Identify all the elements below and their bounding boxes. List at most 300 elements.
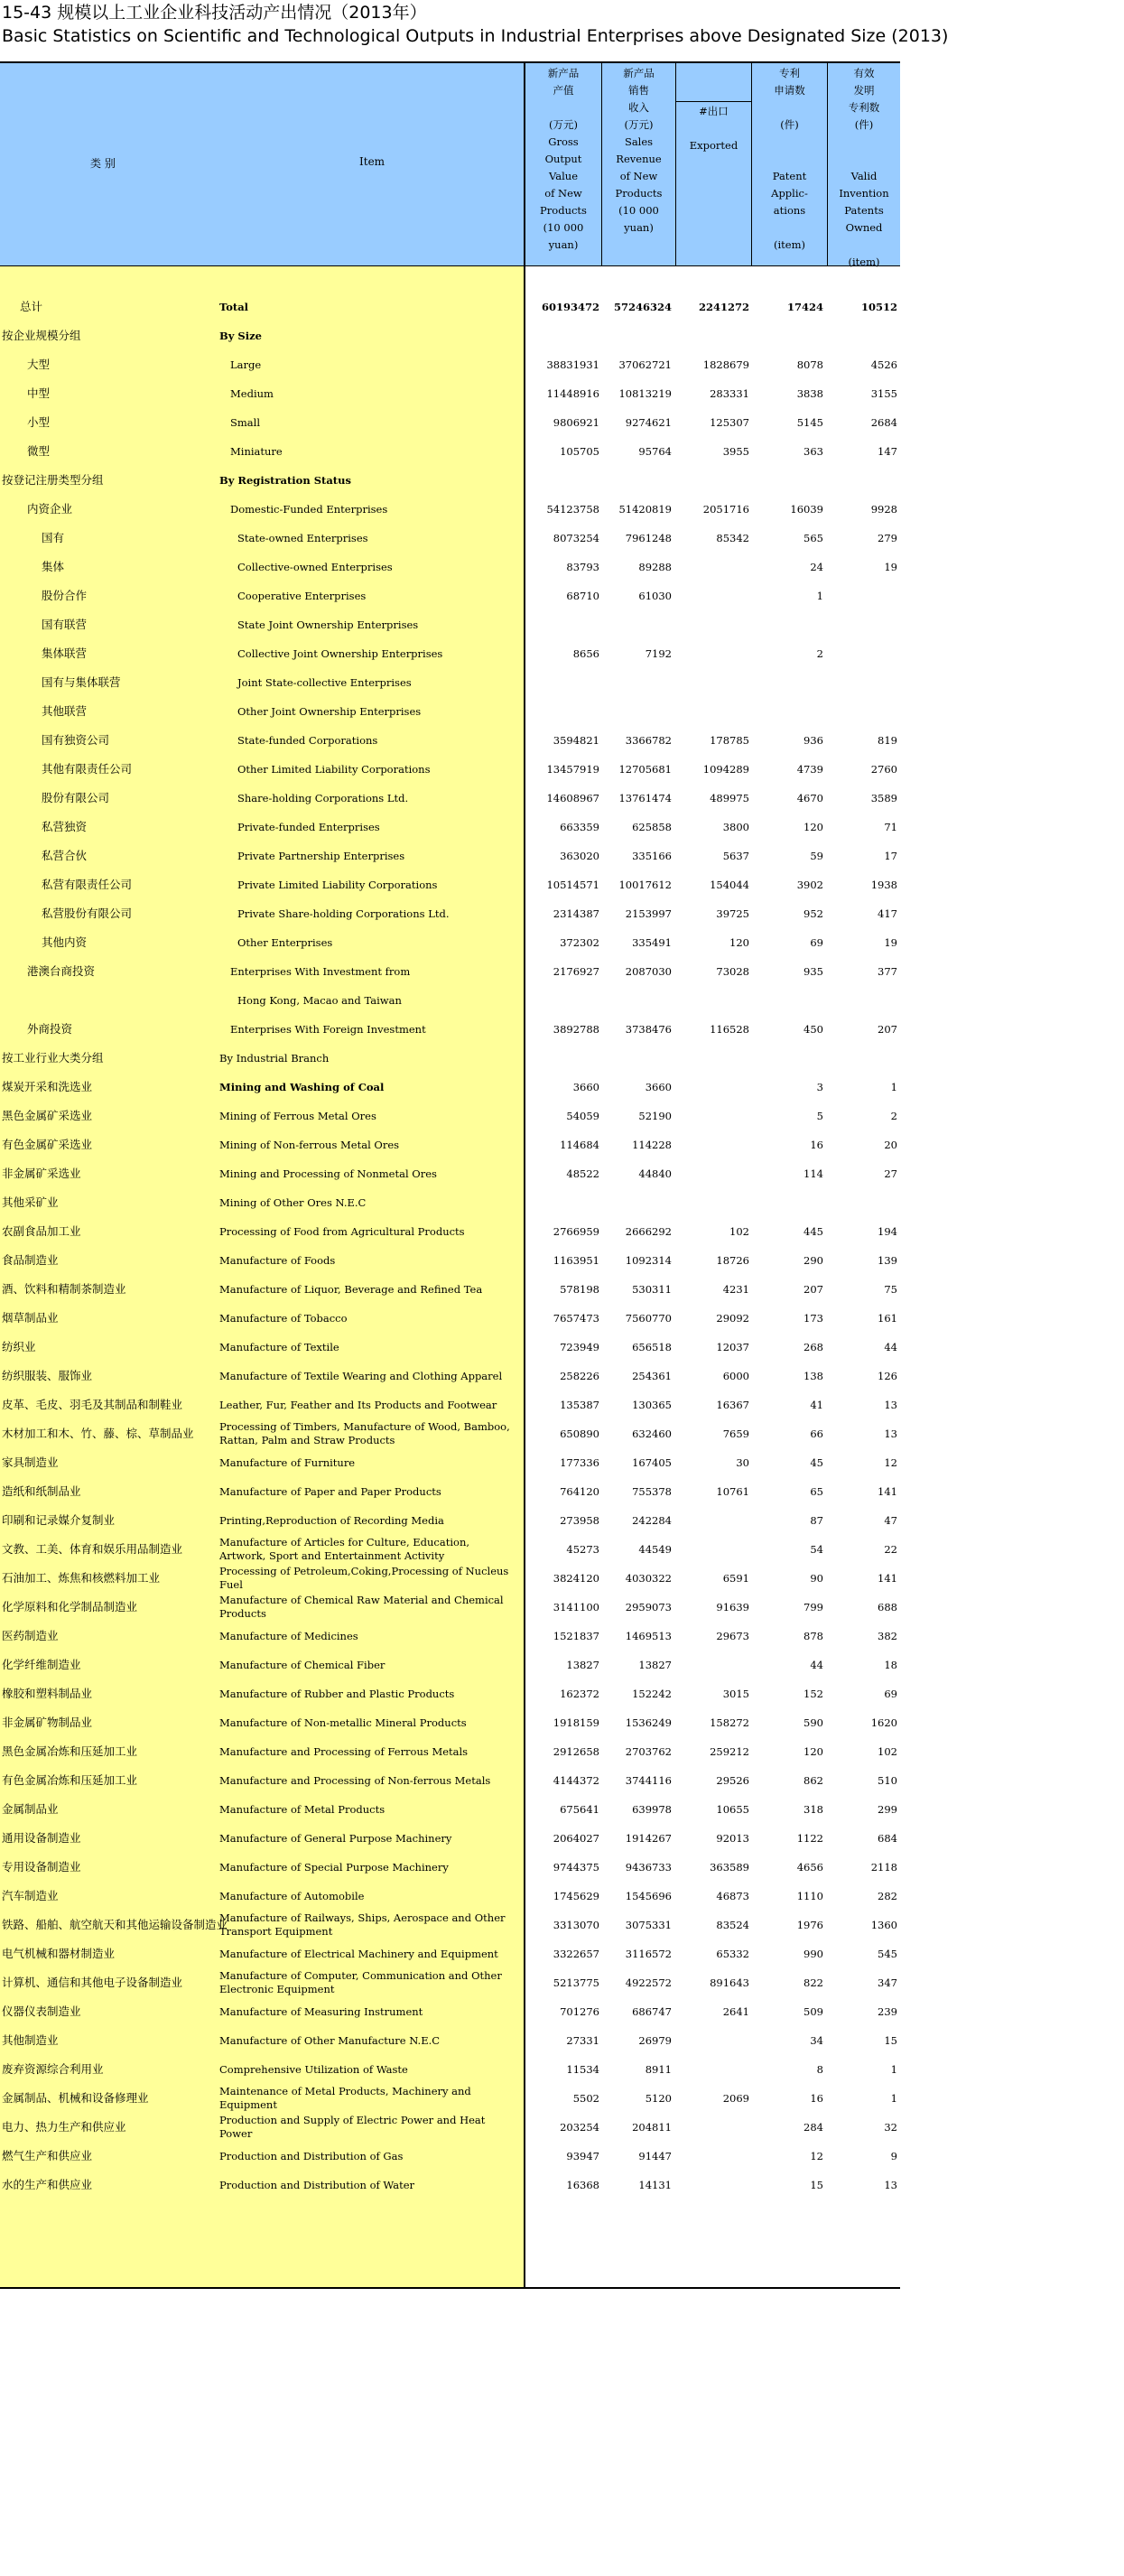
row-value: 510 [878,1774,897,1787]
row-category-cn: 黑色金属矿采选业 [2,1109,93,1122]
row-value [679,1506,749,1535]
row-item-en: Domestic-Funded Enterprises [230,502,388,516]
row-value: 545 [878,1948,897,1960]
row-item-en: Manufacture of Non-metallic Mineral Products [219,1716,467,1729]
row-category-cn: 纺织服装、服饰业 [2,1369,93,1382]
row-item-en: Other Enterprises [237,935,333,949]
row-value: 10514571 [546,879,599,891]
row-value: 2912658 [553,1745,599,1758]
row-value: 3892788 [553,1023,599,1036]
table-row [0,1304,900,1333]
row-value: 891643 [710,1976,749,1989]
row-value: 65 [810,1485,823,1498]
table-row [0,553,900,581]
row-value [755,697,823,726]
table-row [0,899,900,928]
row-category-cn: 烟草制品业 [2,1311,59,1325]
row-value: 16 [810,1139,823,1151]
row-value: 10813219 [618,387,672,400]
row-value: 3824120 [553,1572,599,1585]
row-item-en: Private Limited Liability Corporations [237,878,438,891]
row-value: 90 [810,1572,823,1585]
table-row [0,1622,900,1651]
row-item-en: Private-funded Enterprises [237,820,380,833]
row-value: 1 [816,590,823,602]
row-value: 6591 [722,1572,749,1585]
row-item-en: Manufacture of Other Manufacture N.E.C [219,2033,441,2047]
row-item-en: Large [230,358,262,371]
row-value: 10761 [716,1485,749,1498]
row-value [679,1535,749,1564]
row-value: 335166 [632,850,672,862]
row-value: 2118 [870,1861,897,1874]
row-value: 2684 [870,416,897,429]
row-value: 102 [878,1745,897,1758]
table-row [0,870,900,899]
row-value: 8078 [796,358,823,371]
row-value: 3155 [870,387,897,400]
row-value [679,1073,749,1102]
row-category-cn: 港澳台商投资 [27,964,96,978]
row-category-cn: 金属制品业 [2,1802,59,1816]
row-value: 2959073 [625,1601,672,1613]
row-value: 8911 [645,2063,672,2076]
row-value: 5 [816,1110,823,1122]
row-value: 2051716 [702,503,749,516]
table-bottom-rule [0,2287,900,2289]
row-value: 22 [884,1543,897,1556]
row-category-cn: 小型 [27,415,51,429]
row-value: 15 [810,2179,823,2191]
row-value: 19 [884,936,897,949]
row-item-en: Small [230,415,260,429]
row-value: 173 [804,1312,823,1325]
row-value: 3838 [796,387,823,400]
row-value: 91639 [716,1601,749,1613]
row-item-en: Enterprises With Investment from [230,964,411,978]
row-value: 154044 [710,879,749,891]
row-category-cn: 非金属矿物制品业 [2,1716,93,1729]
row-category-cn: 微型 [27,444,51,458]
row-value: 15 [884,2034,897,2047]
row-value [679,466,749,495]
row-category-cn: 纺织业 [2,1340,36,1353]
row-value: 16367 [716,1399,749,1411]
row-value: 4144372 [553,1774,599,1787]
row-value [755,610,823,639]
row-value: 16039 [790,503,823,516]
row-value [679,2113,749,2142]
row-value: 27331 [566,2034,599,2047]
row-value [679,610,749,639]
row-category-cn: 电力、热力生产和供应业 [2,2120,126,2134]
row-category-cn: 股份有限公司 [42,791,110,804]
row-value: 936 [804,734,823,747]
row-value: 207 [804,1283,823,1296]
row-value: 5213775 [553,1976,599,1989]
row-item-en: Manufacture and Processing of Non-ferrous Metals [219,1773,491,1787]
row-value: 93947 [566,2150,599,2162]
row-value: 1122 [796,1832,823,1845]
row-value: 17 [884,850,897,862]
row-item-en: State-funded Corporations [237,733,378,747]
row-value [679,986,749,1015]
row-value [831,1044,897,1073]
row-value: 1828679 [702,358,749,371]
row-item-en: Manufacture of Tobacco [219,1311,348,1325]
row-value: 3 [816,1081,823,1093]
table-title-cn: 15-43 规模以上工业企业科技活动产出情况（2013年） [2,3,427,23]
row-value: 578198 [560,1283,599,1296]
row-value: 2153997 [625,907,672,920]
table-row [0,437,900,466]
row-value: 92013 [716,1832,749,1845]
row-value: 1469513 [625,1630,672,1642]
row-value: 52190 [638,1110,672,1122]
row-value: 45273 [566,1543,599,1556]
table-row [0,610,900,639]
row-item-en: Manufacture and Processing of Ferrous Metals [219,1744,469,1758]
row-value: 29673 [716,1630,749,1642]
table-row [0,1390,900,1419]
table-row [0,957,900,986]
row-item-en: Mining of Other Ores N.E.C [219,1195,367,1209]
table-row [0,697,900,726]
row-value: 85342 [716,532,749,544]
row-value: 279 [878,532,897,544]
row-value: 9 [890,2150,897,2162]
row-value: 656518 [632,1341,672,1353]
row-value [679,2142,749,2171]
row-value: 152 [804,1688,823,1700]
row-item-en: Production and Distribution of Water [219,2178,415,2191]
row-value: 9806921 [553,416,599,429]
row-category-cn: 按登记注册类型分组 [2,473,104,487]
row-value: 73028 [716,965,749,978]
row-category-cn: 其他联营 [42,704,88,718]
row-value [679,2055,749,2084]
row-item-en: Manufacture of Computer, Communication and Other Electronic Equipment [219,1969,502,1995]
row-value: 4922572 [625,1976,672,1989]
row-value: 54059 [566,1110,599,1122]
table-row [0,639,900,668]
row-value: 4030322 [625,1572,672,1585]
row-value: 363020 [560,850,599,862]
col-divider [675,63,676,265]
row-value: 38831931 [546,358,599,371]
row-item-en: Processing of Timbers, Manufacture of Wood, Bamboo, Rattan, Palm and Straw Products [219,1420,510,1446]
row-value: 1745629 [553,1890,599,1902]
row-value: 4526 [870,358,897,371]
row-value: 34 [810,2034,823,2047]
row-value: 147 [878,445,897,458]
row-value: 4670 [796,792,823,804]
row-value: 7192 [645,647,672,660]
row-value: 3660 [645,1081,672,1093]
row-value: 95764 [638,445,672,458]
row-value: 3744116 [625,1774,672,1787]
row-value: 12 [884,1456,897,1469]
row-value: 1094289 [702,763,749,776]
row-item-en: Manufacture of Metal Products [219,1802,386,1816]
row-value: 2176927 [553,965,599,978]
row-value: 952 [804,907,823,920]
row-value: 16368 [566,2179,599,2191]
row-value: 60193472 [541,301,599,313]
header-valid-patents: 有效 发明 专利数 (件) Valid Invention Patents Owned (item) [839,67,889,268]
row-value: 268 [804,1341,823,1353]
row-value: 363589 [710,1861,749,1874]
row-item-en: Processing of Petroleum,Coking,Processing of Nucleus Fuel [219,1565,509,1591]
row-value: 990 [804,1948,823,1960]
table-row [0,466,900,495]
row-value: 13 [884,1399,897,1411]
table-row [0,1448,900,1477]
row-value: 273958 [560,1514,599,1527]
row-item-en: Manufacture of Chemical Raw Material and Chemical Products [219,1594,504,1620]
row-value [603,668,672,697]
row-value: 126 [878,1370,897,1382]
row-value: 120 [729,936,749,949]
row-value: 13 [884,2179,897,2191]
table-row [0,1015,900,1044]
table-row [0,1997,900,2026]
row-value: 16 [810,2092,823,2105]
row-value: 44840 [638,1167,672,1180]
row-value: 203254 [560,2121,599,2134]
row-item-en: State-owned Enterprises [237,531,368,544]
row-category-cn: 印刷和记录媒介复制业 [2,1513,116,1527]
row-value [603,321,672,350]
row-value: 91447 [638,2150,672,2162]
table-row [0,408,900,437]
row-value: 20 [884,1139,897,1151]
row-item-en: Other Joint Ownership Enterprises [237,704,422,718]
row-category-cn: 化学纤维制造业 [2,1658,81,1671]
row-value: 675641 [560,1803,599,1816]
row-value: 207 [878,1023,897,1036]
row-value [603,466,672,495]
row-value [525,1188,599,1217]
table-row [0,321,900,350]
row-value: 9436733 [625,1861,672,1874]
row-value: 57246324 [613,301,672,313]
table-row [0,2142,900,2171]
header-item: Item [359,155,386,168]
row-value: 41 [810,1399,823,1411]
row-value: 69 [884,1688,897,1700]
row-value: 1521837 [553,1630,599,1642]
subheader-rule [675,101,751,102]
row-value: 29526 [716,1774,749,1787]
row-value [603,697,672,726]
row-value: 3313070 [553,1919,599,1931]
row-item-en: Production and Supply of Electric Power and Heat Power [219,2114,486,2140]
row-value: 632460 [632,1427,672,1440]
header-export-cn: #出口 [699,105,729,117]
row-value: 822 [804,1976,823,1989]
row-value: 2760 [870,763,897,776]
row-value: 2 [890,1110,897,1122]
table-row [0,928,900,957]
row-value: 9928 [870,503,897,516]
row-value [831,581,897,610]
row-value: 3366782 [625,734,672,747]
row-value [831,610,897,639]
row-value: 18 [884,1659,897,1671]
row-value: 102 [729,1225,749,1238]
row-item-en: Private Partnership Enterprises [237,849,405,862]
row-value: 2087030 [625,965,672,978]
row-value: 54123758 [546,503,599,516]
row-item-en: Mining of Non-ferrous Metal Ores [219,1138,400,1151]
row-value: 755378 [632,1485,672,1498]
row-category-cn: 水的生产和供应业 [2,2178,93,2191]
row-value [831,639,897,668]
row-value: 1976 [796,1919,823,1931]
table-row [0,1795,900,1824]
row-value: 688 [878,1601,897,1613]
table-row [0,1939,900,1968]
row-item-en: Collective Joint Ownership Enterprises [237,646,443,660]
row-item-en: Manufacture of General Purpose Machinery [219,1831,452,1845]
row-value: 44 [884,1341,897,1353]
row-value: 684 [878,1832,897,1845]
row-value [831,1188,897,1217]
row-value: 116528 [710,1023,749,1036]
row-value: 177336 [560,1456,599,1469]
row-value [603,1188,672,1217]
table-row [0,668,900,697]
row-value: 650890 [560,1427,599,1440]
row-value [679,1188,749,1217]
row-category-cn: 私营股份有限公司 [42,907,133,920]
row-value [679,1159,749,1188]
row-value [603,1044,672,1073]
row-value: 878 [804,1630,823,1642]
row-value: 51420819 [618,503,672,516]
table-row [0,2026,900,2055]
row-value: 14608967 [546,792,599,804]
row-category-cn: 金属制品、机械和设备修理业 [2,2091,149,2105]
row-value [755,1044,823,1073]
row-value [679,2026,749,2055]
row-value: 89288 [638,561,672,573]
table-row [0,1708,900,1737]
row-value: 6000 [722,1370,749,1382]
row-category-cn: 计算机、通信和其他电子设备制造业 [2,1976,183,1989]
row-value: 29092 [716,1312,749,1325]
row-value: 3589 [870,792,897,804]
row-item-en: Comprehensive Utilization of Waste [219,2062,408,2076]
table-row [0,1130,900,1159]
row-value: 625858 [632,821,672,833]
row-value: 299 [878,1803,897,1816]
row-value: 45 [810,1456,823,1469]
row-item-en: Mining of Ferrous Metal Ores [219,1109,376,1122]
table-row [0,1477,900,1506]
row-value [679,1651,749,1679]
row-category-cn: 煤炭开采和洗选业 [2,1080,93,1093]
row-value: 258226 [560,1370,599,1382]
row-category-cn: 医药制造业 [2,1629,59,1642]
row-value: 194 [878,1225,897,1238]
table-row [0,495,900,524]
row-category-cn: 黑色金属冶炼和压延加工业 [2,1744,138,1758]
row-value: 61030 [638,590,672,602]
row-item-en: Manufacture of Rubber and Plastic Products [219,1687,455,1700]
row-value: 7659 [722,1427,749,1440]
row-value: 2641 [722,2005,749,2018]
table-row [0,1535,900,1564]
row-value: 7961248 [625,532,672,544]
row-value [679,697,749,726]
row-value: 2666292 [625,1225,672,1238]
row-value: 44 [810,1659,823,1671]
row-value [679,1044,749,1073]
row-value: 30 [736,1456,749,1469]
table-row [0,1651,900,1679]
row-value: 59 [810,850,823,862]
table-row [0,1275,900,1304]
row-item-en: Leather, Fur, Feather and Its Products and Footwear [219,1398,497,1411]
row-value: 862 [804,1774,823,1787]
row-value: 590 [804,1716,823,1729]
row-item-en: Other Limited Liability Corporations [237,762,431,776]
row-value: 3141100 [553,1601,599,1613]
row-value: 13457919 [546,763,599,776]
row-value: 2314387 [553,907,599,920]
row-value: 1 [890,2063,897,2076]
row-value: 282 [878,1890,897,1902]
row-value: 259212 [710,1745,749,1758]
row-category-cn: 国有与集体联营 [42,675,121,689]
row-value: 24 [810,561,823,573]
row-value: 26979 [638,2034,672,2047]
row-value: 65332 [716,1948,749,1960]
row-value: 139 [878,1254,897,1267]
row-value: 10017612 [618,879,672,891]
row-value: 417 [878,907,897,920]
row-item-en: Share-holding Corporations Ltd. [237,791,409,804]
table-row [0,1564,900,1593]
table-title-en: Basic Statistics on Scientific and Technological Outputs in Industrial Enterprises above Designated Size (2013) [2,26,949,46]
table-row [0,1217,900,1246]
row-value [603,986,672,1015]
row-value: 87 [810,1514,823,1527]
row-item-en: Mining and Washing of Coal [219,1080,385,1093]
row-value: 1360 [870,1919,897,1931]
row-category-cn: 按工业行业大类分组 [2,1051,104,1065]
row-value: 2 [816,647,823,660]
row-item-en: Maintenance of Metal Products, Machinery and Equipment [219,2085,471,2111]
row-item-en: State Joint Ownership Enterprises [237,618,419,631]
row-value: 799 [804,1601,823,1613]
table-row [0,1882,900,1911]
table-row [0,726,900,755]
row-value: 13 [884,1427,897,1440]
row-value [831,986,897,1015]
row-category-cn: 私营有限责任公司 [42,878,133,891]
table-row [0,350,900,379]
row-value: 3116572 [625,1948,672,1960]
row-item-en: Printing,Reproduction of Recording Media [219,1513,444,1527]
header-exported: Exported [689,139,738,152]
row-item-en: Medium [230,386,274,400]
table-row [0,379,900,408]
row-value: 32 [884,2121,897,2134]
row-value: 2766959 [553,1225,599,1238]
